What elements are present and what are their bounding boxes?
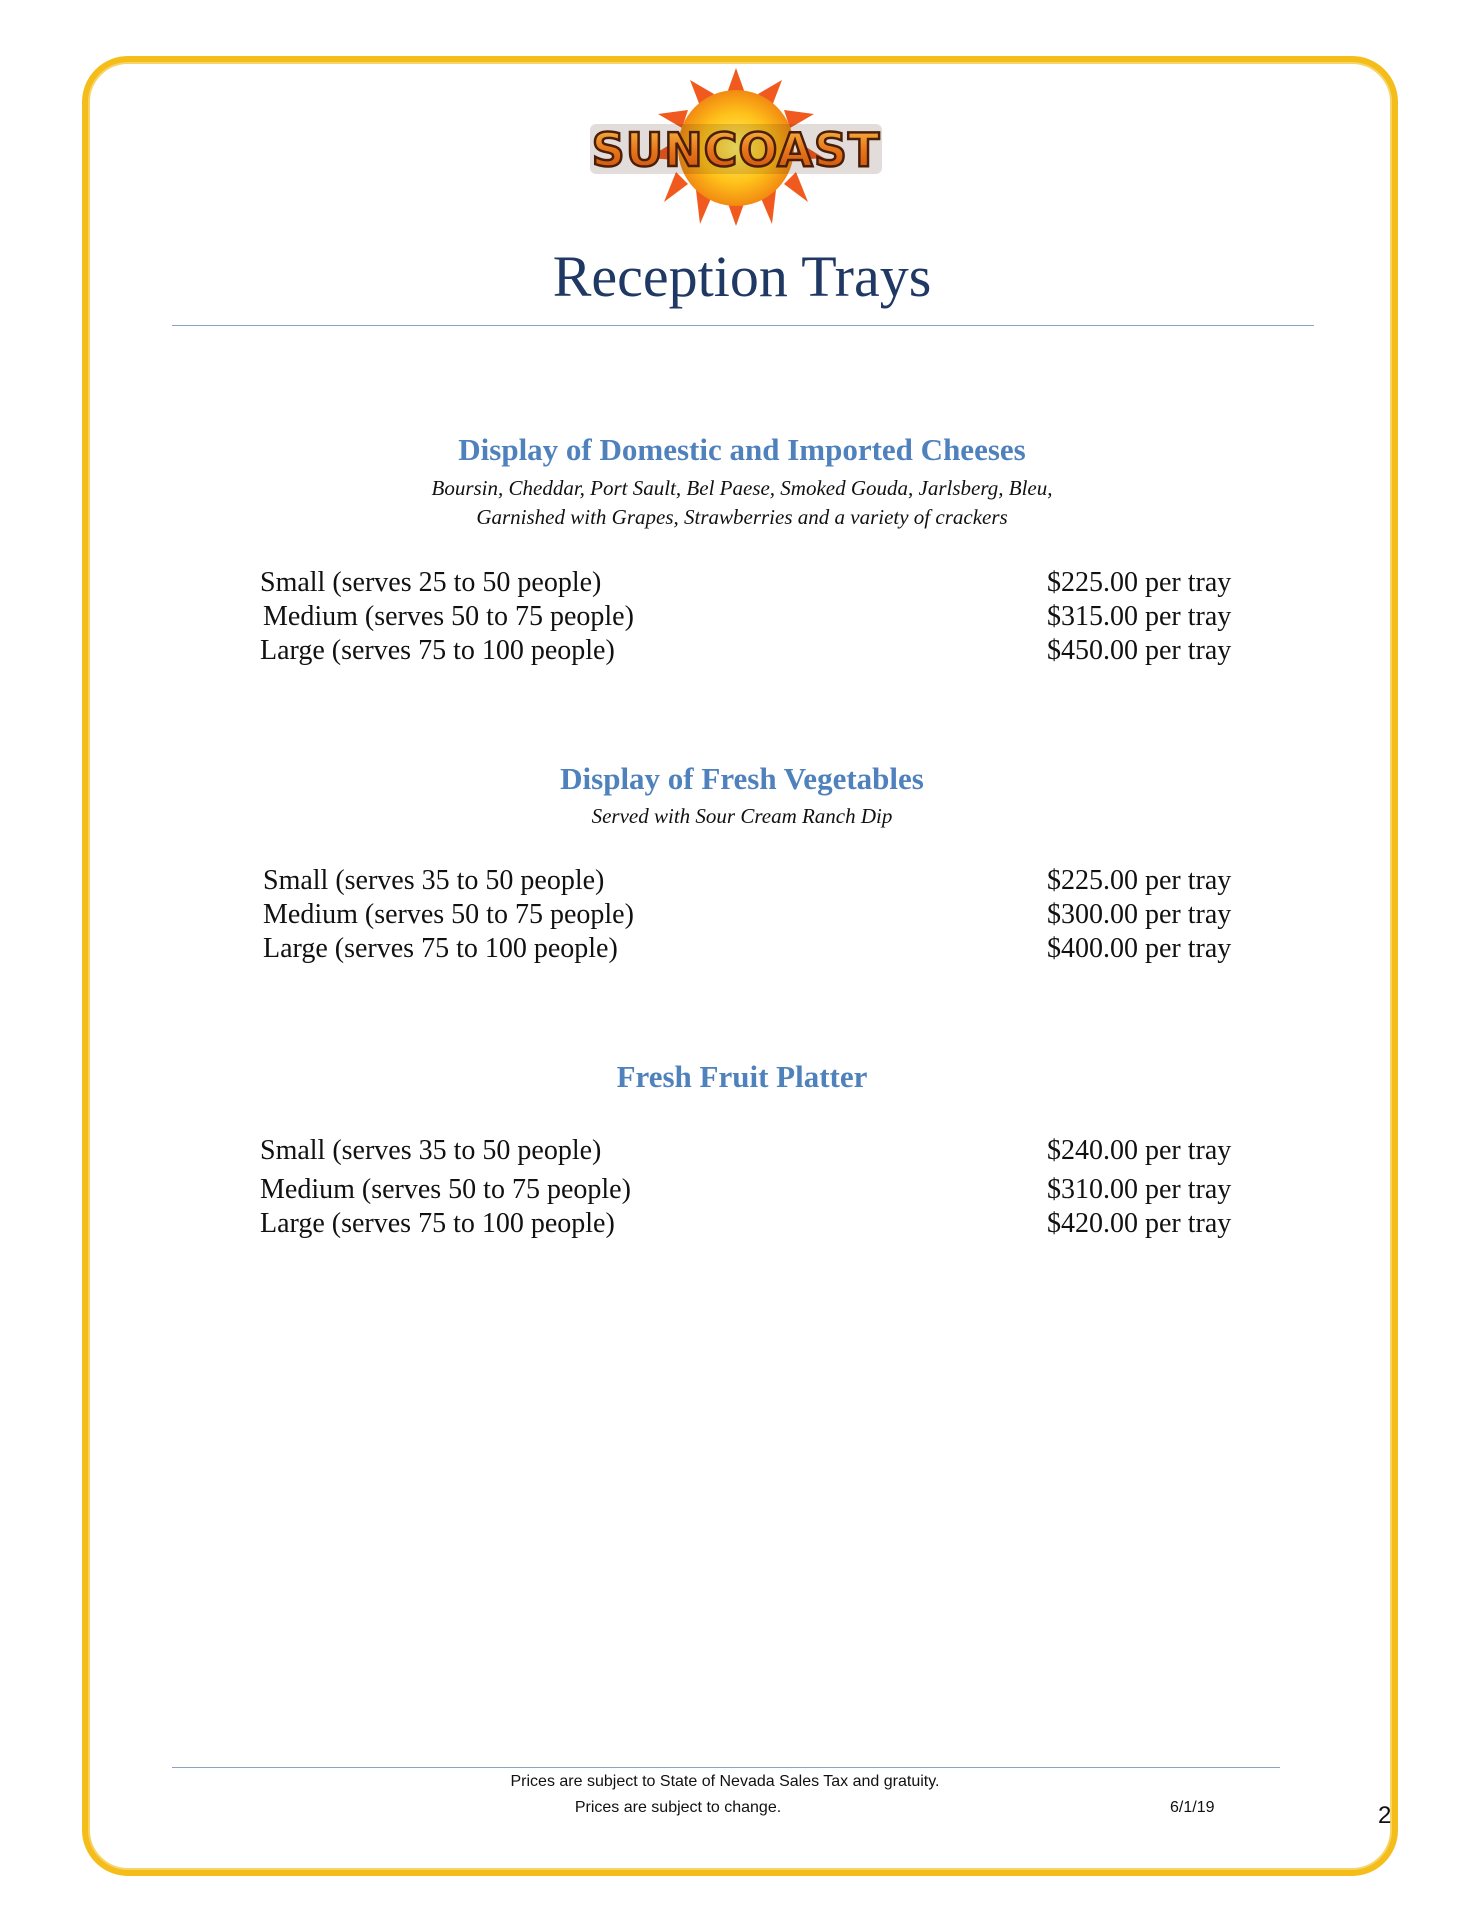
tray-size-label: Small (serves 25 to 50 people): [260, 567, 602, 598]
page-number: 2: [1378, 1802, 1392, 1829]
tray-size-label: Small (serves 35 to 50 people): [263, 865, 605, 896]
tray-price: $240.00 per tray: [1047, 1135, 1232, 1166]
footer-divider: [172, 1767, 1280, 1768]
tray-price: $300.00 per tray: [1047, 899, 1232, 930]
tray-size-label: Medium (serves 50 to 75 people): [263, 899, 634, 930]
suncoast-logo: [586, 66, 886, 226]
tray-price: $225.00 per tray: [1047, 567, 1232, 598]
section-title-vegetables: Display of Fresh Vegetables: [560, 761, 924, 796]
price-row: [260, 1208, 1253, 1240]
tray-size-label: Large (serves 75 to 100 people): [260, 635, 615, 666]
footer-change-note: Prices are subject to change.: [574, 1799, 782, 1816]
tray-size-label: Small (serves 35 to 50 people): [260, 1135, 602, 1166]
page-title: Reception Trays: [552, 244, 932, 309]
tray-price: $315.00 per tray: [1047, 601, 1232, 632]
tray-price: $450.00 per tray: [1047, 635, 1232, 666]
price-row: [260, 567, 1253, 599]
section-title-fruit: Fresh Fruit Platter: [616, 1059, 868, 1094]
page-border-inner: [88, 62, 1392, 1870]
section-description-line: Garnished with Grapes, Strawberries and a variety of crackers: [476, 505, 1008, 529]
footer-date: 6/1/19: [1170, 1799, 1215, 1816]
tray-size-label: Large (serves 75 to 100 people): [263, 933, 618, 964]
title-divider: [172, 325, 1314, 326]
tray-price: $400.00 per tray: [1047, 933, 1232, 964]
section-description-line: Served with Sour Cream Ranch Dip: [591, 804, 893, 828]
footer-tax-note: Prices are subject to State of Nevada Sales Tax and gratuity.: [510, 1773, 940, 1790]
price-row: [260, 1174, 1253, 1206]
price-row: [260, 601, 1253, 633]
price-row: [260, 899, 1253, 931]
section-description-line: Boursin, Cheddar, Port Sault, Bel Paese, Smoked Gouda, Jarlsberg, Bleu,: [431, 476, 1053, 500]
section-title-cheeses: Display of Domestic and Imported Cheeses: [458, 432, 1026, 467]
tray-size-label: Large (serves 75 to 100 people): [260, 1208, 615, 1239]
price-row: [260, 635, 1253, 667]
tray-price: $310.00 per tray: [1047, 1174, 1232, 1205]
price-row: [260, 1135, 1253, 1167]
logo-text: SUNCOAST: [591, 123, 881, 177]
tray-size-label: Medium (serves 50 to 75 people): [263, 601, 634, 632]
price-row: [260, 933, 1253, 965]
price-row: [260, 865, 1253, 897]
tray-size-label: Medium (serves 50 to 75 people): [260, 1174, 631, 1205]
tray-price: $225.00 per tray: [1047, 865, 1232, 896]
tray-price: $420.00 per tray: [1047, 1208, 1232, 1239]
